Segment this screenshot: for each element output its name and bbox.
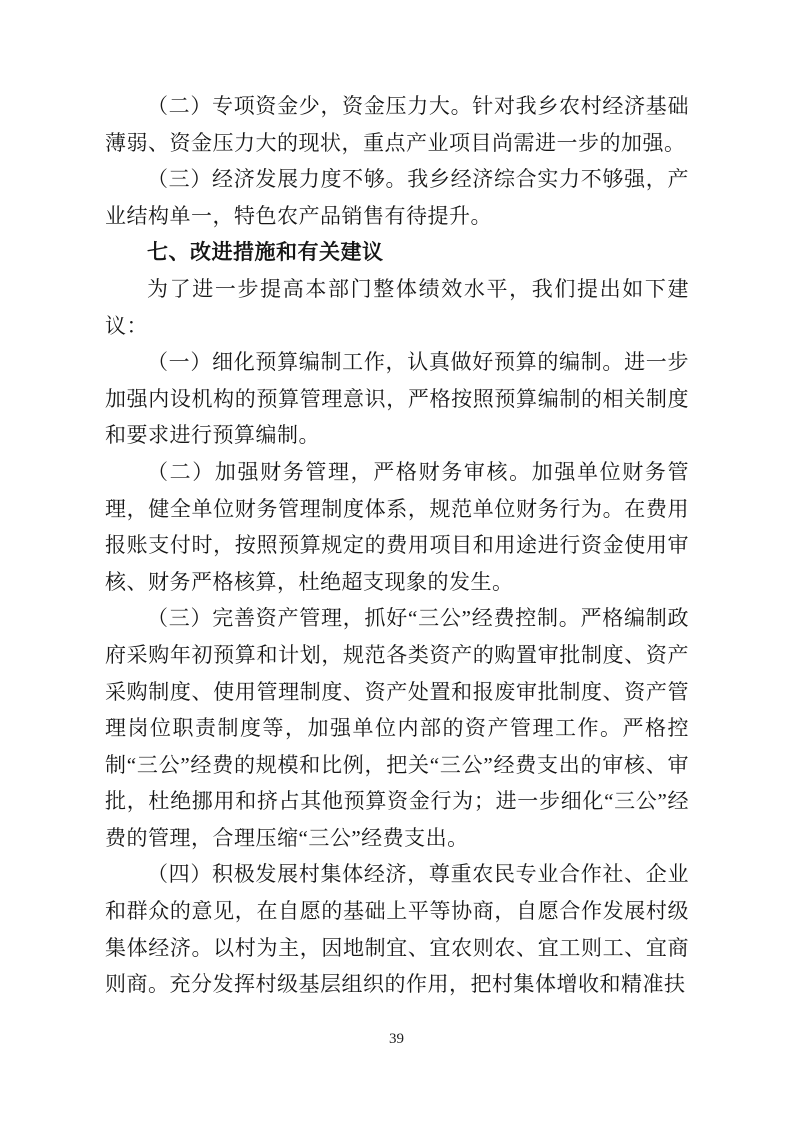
paragraph: （三）完善资产管理，抓好“三公”经费控制。严格编制政府采购年初预算和计划，规范各类资产的购置审批制度、资产采购制度、使用管理制度、资产处置和报废审批制度、资产管理岗位职责制度等，加强单位内部的资产管理工作。严格控制“三公”经费的规模和比例，把关“三公”经费支出的审核、审批，杜绝挪用和挤占其他预算资金行为；进一步细化“三公”经费的管理，合理压缩“三公”经费支出。 bbox=[105, 606, 689, 850]
paragraph: （三）经济发展力度不够。我乡经济综合实力不够强，产业结构单一，特色农产品销售有待提升。 bbox=[105, 167, 689, 228]
paragraph: （二）加强财务管理，严格财务审核。加强单位财务管理，健全单位财务管理制度体系，规范单位财务行为。在费用报账支付时，按照预算规定的费用项目和用途进行资金使用审核、财务严格核算，杜绝超支现象的发生。 bbox=[105, 459, 689, 594]
paragraph: （一）细化预算编制工作，认真做好预算的编制。进一步加强内设机构的预算管理意识，严格按照预算编制的相关制度和要求进行预算编制。 bbox=[105, 350, 689, 448]
paragraph: （四）积极发展村集体经济，尊重农民专业合作社、企业和群众的意见，在自愿的基础上平等协商，自愿合作发展村级集体经济。以村为主，因地制宜、宜农则农、宜工则工、宜商则商。充分发挥村级基层组织的作用，把村集体增收和精准扶 bbox=[105, 862, 689, 997]
page-number: 39 bbox=[389, 1031, 404, 1047]
section-heading: 七、改进措施和有关建议 bbox=[147, 240, 384, 265]
document-body bbox=[105, 88, 689, 1003]
paragraph: 为了进一步提高本部门整体绩效水平，我们提出如下建议： bbox=[105, 276, 689, 338]
page-footer bbox=[0, 1030, 793, 1048]
paragraph: （二）专项资金少，资金压力大。针对我乡农村经济基础薄弱、资金压力大的现状，重点产业项目尚需进一步的加强。 bbox=[105, 94, 689, 155]
